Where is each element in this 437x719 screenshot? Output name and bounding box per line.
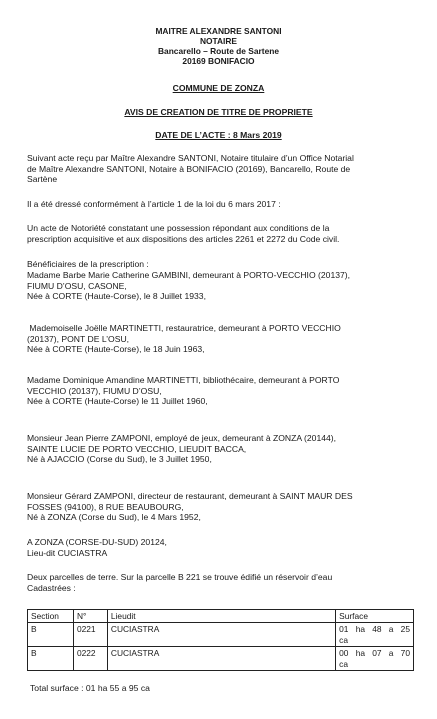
parcelles-line: Deux parcelles de terre. Sur la parcelle B 221 se trouve édifié un réservoir d’eau [27,572,333,582]
beneficiary-block [27,491,414,523]
lieu-block [27,537,414,558]
lieu-line: Lieu-dit CUCIASTRA [27,547,108,558]
avis-heading: AVIS DE CREATION DE TITRE DE PROPRIETE [124,107,313,117]
beneficiary-block [27,375,414,407]
parcelles-paragraph [27,572,414,593]
cell-num: 0221 [73,623,107,647]
beneficiary-line: Né à AJACCIO (Corse du Sud), le 3 Juillet 1950, [27,454,212,465]
total-surface: Total surface : 01 ha 55 a 95 ca [30,683,150,693]
beneficiary-block [27,433,414,465]
table-header-row [28,610,414,623]
beneficiary-line: Mademoiselle Joëlle MARTINETTI, restauratrice, demeurant à PORTO VECCHIO [27,323,341,333]
notary-name: MAITRE ALEXANDRE SANTONI [155,26,282,36]
beneficiaires-label: Bénéficiaires de la prescription : [27,259,149,269]
cell-section: B [28,647,74,671]
surface-unit: ca [339,658,348,669]
cell-lieudit: CUCIASTRA [107,623,335,647]
beneficiary-block [27,323,414,355]
beneficiary-line: Monsieur Jean Pierre ZAMPONI, employé de jeux, demeurant à ZONZA (20144), [27,433,337,443]
col-header-num: N° [73,610,107,623]
notoriete-paragraph [27,223,414,244]
parcelles-line: Cadastrées : [27,582,76,593]
notary-city: 20169 BONIFACIO [182,56,255,66]
cadastre-table [27,609,414,671]
table-row [28,647,414,671]
col-header-lieudit: Lieudit [107,610,335,623]
notary-street: Bancarello – Route de Sartene [157,46,279,56]
surface-unit: ca [339,634,348,645]
intro-paragraph [27,153,414,185]
cell-surface [336,623,414,647]
beneficiary-line: Madame Dominique Amandine MARTINETTI, bibliothécaire, demeurant à PORTO [27,375,340,385]
intro-line: Suivant acte reçu par Maître Alexandre SANTONI, Notaire titulaire d’un Office Notarial [27,153,354,163]
commune-heading: COMMUNE DE ZONZA [172,83,265,93]
beneficiary-line: SAINTE LUCIE DE PORTO VECCHIO, LIEUDIT BACCA, [27,443,247,454]
notoriete-line: Un acte de Notoriété constatant une possession répondant aux conditions de la [27,223,330,233]
beneficiary-line: Née à CORTE (Haute-Corse) le 11 Juillet 1960, [27,396,208,407]
intro-line: Sartène [27,174,58,185]
beneficiary-line: Madame Barbe Marie Catherine GAMBINI, demeurant à PORTO-VECCHIO (20137), [27,270,351,280]
beneficiary-line: VECCHIO (20137), FIUMU D’OSU, [27,385,162,396]
table-row [28,623,414,647]
loi-paragraph: Il a été dressé conformément à l’article 1 de la loi du 6 mars 2017 : [27,199,281,209]
beneficiary-line: FIUMU D’OSU, CASONE, [27,280,127,291]
beneficiary-line: Monsieur Gérard ZAMPONI, directeur de restaurant, demeurant à SAINT MAUR DES [27,491,353,501]
beneficiary-line: (20137), PONT DE L’OSU, [27,333,130,344]
col-header-section: Section [28,610,74,623]
col-header-surface: Surface [336,610,414,623]
surface-value: 00 ha 07 a 70 [339,648,410,659]
lieu-line: A ZONZA (CORSE-DU-SUD) 20124, [27,537,167,547]
notary-title: NOTAIRE [199,36,238,46]
cell-section: B [28,623,74,647]
cell-lieudit: CUCIASTRA [107,647,335,671]
date-acte-heading: DATE DE L’ACTE : 8 Mars 2019 [155,130,282,140]
beneficiary-block [27,270,414,302]
intro-line: de Maître Alexandre SANTONI, Notaire à BONIFACIO (20169), Bancarello, Route de [27,163,351,174]
beneficiary-line: Né à ZONZA (Corse du Sud), le 4 Mars 1952, [27,512,201,523]
beneficiary-line: FOSSES (94100), 8 RUE BEAUBOURG, [27,501,184,512]
notoriete-line: prescription acquisitive et aux dispositions des articles 2261 et 2272 du Code civil. [27,233,340,244]
cell-surface [336,647,414,671]
beneficiary-line: Née à CORTE (Haute-Corse), le 8 Juillet 1933, [27,291,206,302]
beneficiary-line: Née à CORTE (Haute-Corse), le 18 Juin 1963, [27,344,205,355]
surface-value: 01 ha 48 a 25 [339,624,410,635]
cell-num: 0222 [73,647,107,671]
